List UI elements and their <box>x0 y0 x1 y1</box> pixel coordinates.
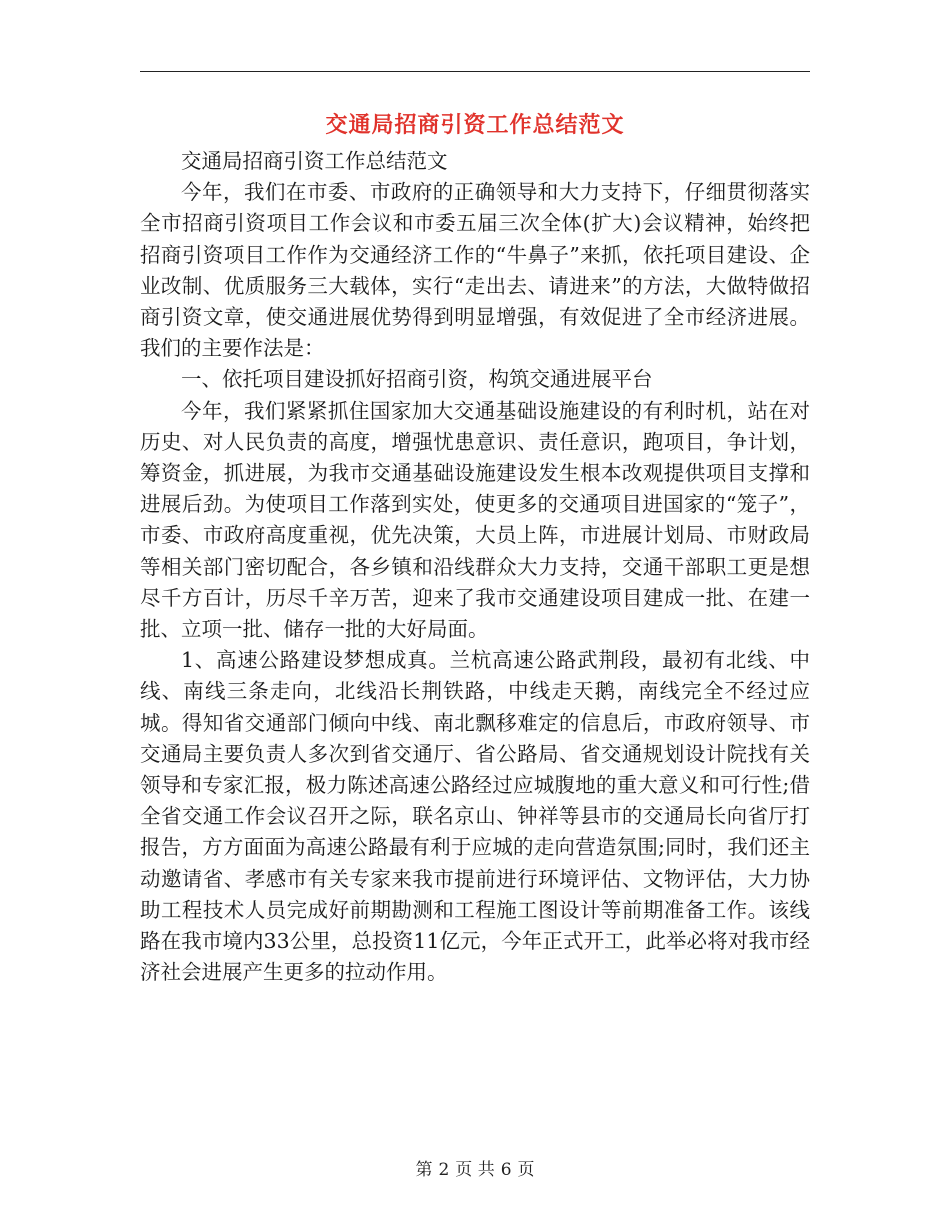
footer-total-pages: 6 <box>500 1160 512 1180</box>
paragraph-section-1: 今年，我们紧紧抓住国家加大交通基础设施建设的有利时机，站在对历史、对人民负责的高度，增强忧患意识、责任意识，跑项目，争计划，筹资金，抓进展，为我市交通基础设施建设发生根本改观提供项目支撑和进展后劲。为使项目工作落到实处，使更多的交通项目进国家的“笼子”，市委、市政府高度重视，优先决策，大员上阵，市进展计划局、市财政局等相关部门密切配合，各乡镇和沿线群众大力支持，交通干部职工更是想尽千方百计，历尽千辛万苦，迎来了我市交通建设项目建成一批、在建一批、立项一批、储存一批的大好局面。 <box>140 398 810 642</box>
document-title: 交通局招商引资工作总结范文 <box>325 113 625 138</box>
paragraph-subtitle: 交通局招商引资工作总结范文 <box>181 149 448 173</box>
document-body <box>140 146 810 988</box>
paragraph-intro: 今年，我们在市委、市政府的正确领导和大力支持下，仔细贯彻落实全市招商引资项目工作会议和市委五届三次全体(扩大)会议精神，始终把招商引资项目工作作为交通经济工作的“牛鼻子”来抓，依托项目建设、企业改制、优质服务三大载体，实行“走出去、请进来”的方法，大做特做招商引资文章，使交通进展优势得到明显增强，有效促进了全市经济进展。我们的主要作法是： <box>140 180 810 361</box>
paragraph-highway: 1、高速公路建设梦想成真。兰杭高速公路武荆段，最初有北线、中线、南线三条走向，北线沿长荆铁路，中线走天鹅，南线完全不经过应城。得知省交通部门倾向中线、南北飘移难定的信息后，市政府领导、市交通局主要负责人多次到省交通厅、省公路局、省交通规划设计院找有关领导和专家汇报，极力陈述高速公路经过应城腹地的重大意义和可行性;借全省交通工作会议召开之际，联名京山、钟祥等县市的交通局长向省厅打报告，方方面面为高速公路最有利于应城的走向营造氛围;同时，我们还主动邀请省、孝感市有关专家来我市提前进行环境评估、文物评估，大力协助工程技术人员完成好前期勘测和工程施工图设计等前期准备工作。该线路在我市境内33公里，总投资11亿元，今年正式开工，此举必将对我市经济社会进展产生更多的拉动作用。 <box>140 648 810 985</box>
page-footer <box>0 1155 950 1180</box>
footer-suffix: 页 <box>517 1160 535 1180</box>
footer-prefix: 第 <box>415 1160 433 1180</box>
footer-middle: 页 共 <box>455 1160 495 1180</box>
footer-page-number: 2 <box>438 1160 450 1180</box>
header-rule <box>140 71 810 72</box>
section-heading-1: 一、依托项目建设抓好招商引资，构筑交通进展平台 <box>181 367 653 392</box>
